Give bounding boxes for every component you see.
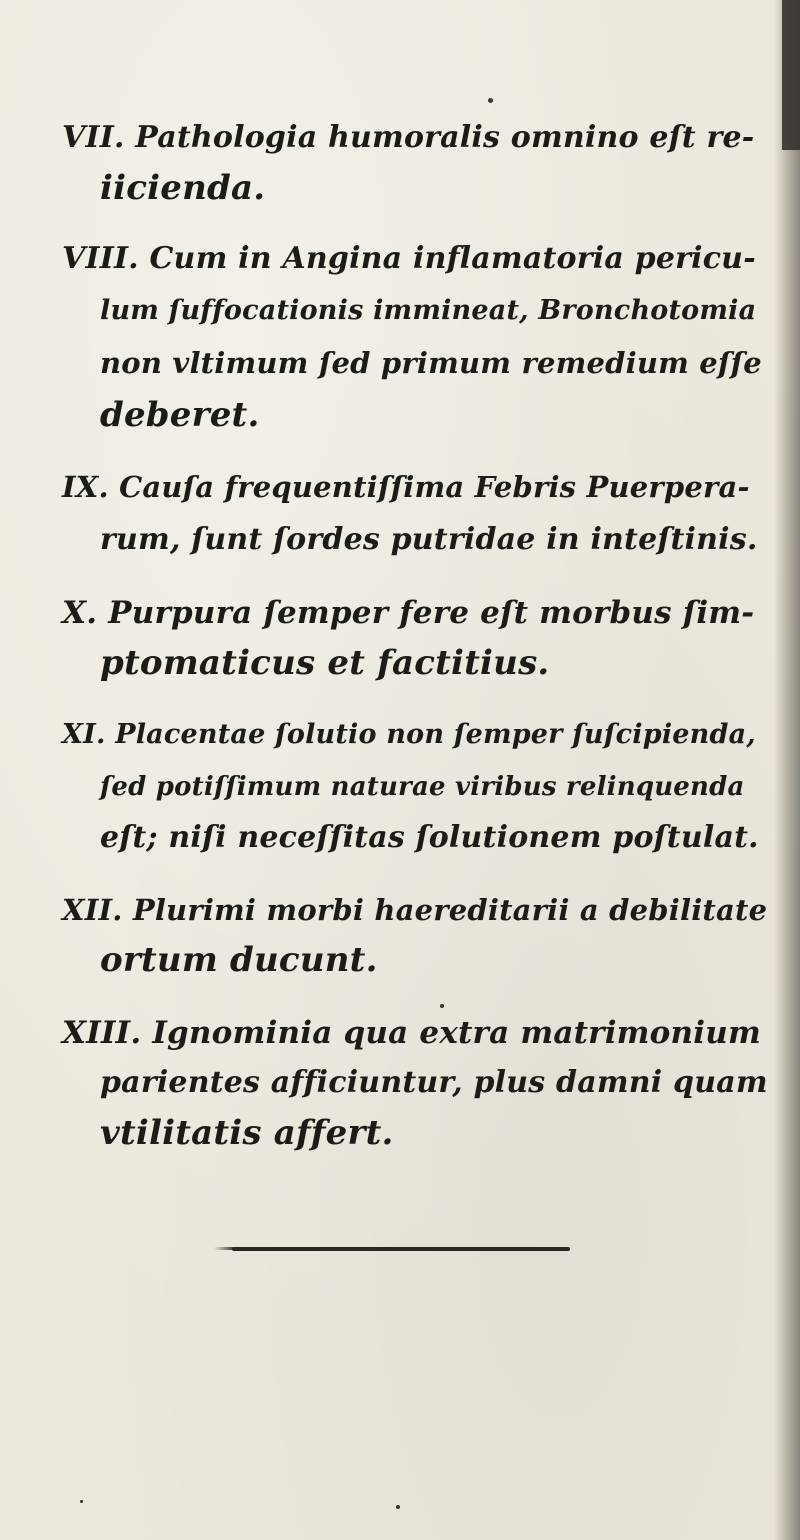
thesis-number: X.	[62, 595, 98, 631]
thesis-number: VII.	[62, 120, 125, 155]
paper-speck	[440, 1004, 444, 1008]
thesis-line	[100, 1061, 768, 1105]
thesis-line	[100, 166, 265, 210]
paper-speck	[80, 1500, 83, 1503]
thesis-text: Cauſa frequentiſſima Febris Puerpera-	[119, 470, 750, 504]
thesis-text: ſed potiſſimum naturae viribus relinquenda	[100, 772, 745, 802]
thesis-line	[62, 1011, 761, 1055]
thesis-text: iicienda.	[100, 168, 266, 208]
paper-speck	[488, 98, 493, 103]
thesis-number: XI.	[62, 719, 106, 750]
paper-speck	[396, 1505, 400, 1509]
closing-rule-fade	[214, 1247, 234, 1250]
thesis-text: ptomaticus et factitius.	[100, 643, 550, 683]
closing-rule	[232, 1247, 570, 1251]
thesis-line	[100, 341, 762, 385]
thesis-line	[100, 518, 758, 562]
thesis-line	[100, 393, 260, 437]
thesis-text: deberet.	[100, 395, 260, 435]
thesis-line	[62, 591, 754, 635]
thesis-number: XIII.	[62, 1015, 142, 1051]
thesis-text: Ignominia qua extra matrimonium	[152, 1015, 762, 1051]
thesis-line	[62, 713, 756, 757]
thesis-number: XII.	[62, 893, 123, 927]
thesis-number: IX.	[62, 470, 109, 504]
thesis-text: Cum in Angina inflamatoria pericu-	[149, 241, 756, 276]
page-edge-dark	[782, 0, 800, 150]
thesis-text: lum ſuffocationis immineat, Bronchotomia	[100, 295, 757, 326]
thesis-text: eſt; niſi neceſſitas ſolutionem poſtulat.	[100, 820, 759, 855]
thesis-number: VIII.	[62, 241, 139, 276]
thesis-line	[100, 289, 756, 333]
thesis-text: Purpura ſemper fere eſt morbus ſim-	[108, 595, 755, 631]
thesis-text: ortum ducunt.	[100, 940, 378, 980]
thesis-text: rum, ſunt ſordes putridae in inteſtinis.	[100, 522, 758, 557]
thesis-text: Pathologia humoralis omnino eſt re-	[135, 120, 755, 155]
thesis-text: Plurimi morbi haereditarii a debilitate	[132, 893, 768, 927]
thesis-line	[62, 116, 754, 160]
thesis-text: Placentae ſolutio non ſemper ſuſcipienda,	[115, 719, 756, 750]
thesis-line	[100, 1111, 394, 1155]
thesis-text: vtilitatis affert.	[100, 1113, 394, 1153]
thesis-text: non vltimum ſed primum remedium eſſe	[100, 346, 762, 380]
thesis-line	[100, 938, 378, 982]
thesis-line	[100, 816, 759, 860]
thesis-text: parientes afficiuntur, plus damni quam	[100, 1065, 768, 1100]
thesis-line	[62, 888, 767, 932]
thesis-line	[62, 465, 750, 509]
thesis-line	[100, 641, 549, 685]
thesis-line	[100, 765, 745, 809]
thesis-line	[62, 237, 756, 281]
page-edge-shadow	[774, 0, 800, 1540]
